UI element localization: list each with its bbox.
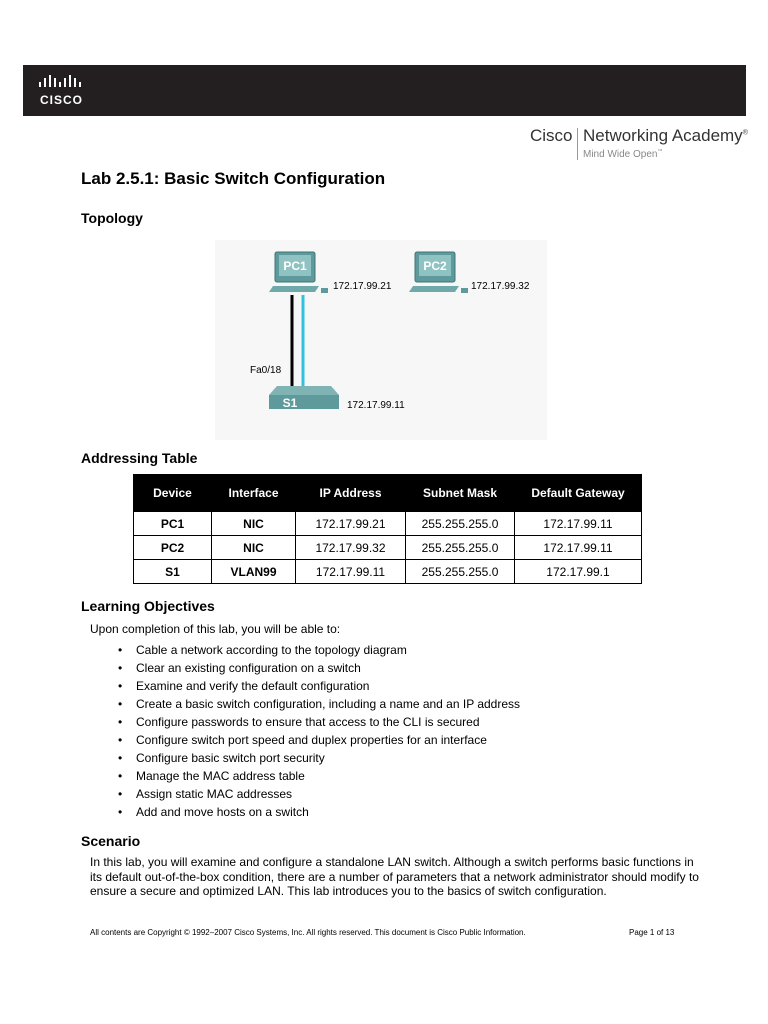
table-row: PC2 NIC 172.17.99.32 255.255.255.0 172.17.99.11 [134, 536, 642, 560]
objectives-intro: Upon completion of this lab, you will be able to: [90, 622, 341, 636]
pc1-label: PC1 [283, 259, 307, 273]
networking-academy-logo: Cisco Networking Academy® Mind Wide Open™ [530, 126, 748, 160]
cisco-bars-icon [38, 75, 88, 89]
objectives-list [118, 641, 520, 821]
table-header-row: Device Interface IP Address Subnet Mask Default Gateway [134, 474, 642, 512]
list-item: • Manage the MAC address table [118, 767, 520, 785]
list-item: • Create a basic switch configuration, including a name and an IP address [118, 695, 520, 713]
table-row: PC1 NIC 172.17.99.21 255.255.255.0 172.17.99.11 [134, 512, 642, 536]
switch-s1-icon [269, 386, 339, 409]
copyright: All contents are Copyright © 1992–2007 Cisco Systems, Inc. All rights reserved. This document is Cisco Public Information. [90, 928, 526, 937]
scenario-heading: Scenario [81, 833, 141, 849]
list-item: • Configure passwords to ensure that access to the CLI is secured [118, 713, 520, 731]
table-row: S1 VLAN99 172.17.99.11 255.255.255.0 172.17.99.1 [134, 560, 642, 584]
page-title: Lab 2.5.1: Basic Switch Configuration [81, 169, 386, 188]
header-banner [23, 65, 746, 116]
list-item: • Add and move hosts on a switch [118, 803, 520, 821]
list-item: • Cable a network according to the topology diagram [118, 641, 520, 659]
addressing-heading: Addressing Table [81, 450, 198, 466]
port-label: Fa0/18 [250, 365, 282, 376]
topology-diagram [215, 240, 547, 440]
list-item: • Configure switch port speed and duplex properties for an interface [118, 731, 520, 749]
page-number: Page 1 of 13 [629, 928, 675, 937]
topology-heading: Topology [81, 210, 143, 226]
list-item: • Clear an existing configuration on a switch [118, 659, 520, 677]
s1-label: S1 [282, 396, 298, 410]
pc2-ip: 172.17.99.32 [471, 281, 530, 292]
cisco-logo: CISCO [38, 75, 98, 107]
s1-ip: 172.17.99.11 [347, 400, 405, 411]
footer [90, 928, 690, 940]
list-item: • Examine and verify the default configuration [118, 677, 520, 695]
objectives-heading: Learning Objectives [81, 598, 215, 614]
scenario-text: In this lab, you will examine and configure a standalone LAN switch. Although a switch performs basic functions in its default out-of-the-box condition, there are a number of parameters that a network administrator should modify to ensure a secure and optimized LAN. This lab introduces you to the basics of switch configuration. [90, 855, 699, 898]
divider [577, 128, 578, 160]
pc1-ip: 172.17.99.21 [333, 281, 392, 292]
list-item: • Assign static MAC addresses [118, 785, 520, 803]
addressing-table [133, 474, 642, 584]
pc2-label: PC2 [423, 259, 447, 273]
list-item: • Configure basic switch port security [118, 749, 520, 767]
